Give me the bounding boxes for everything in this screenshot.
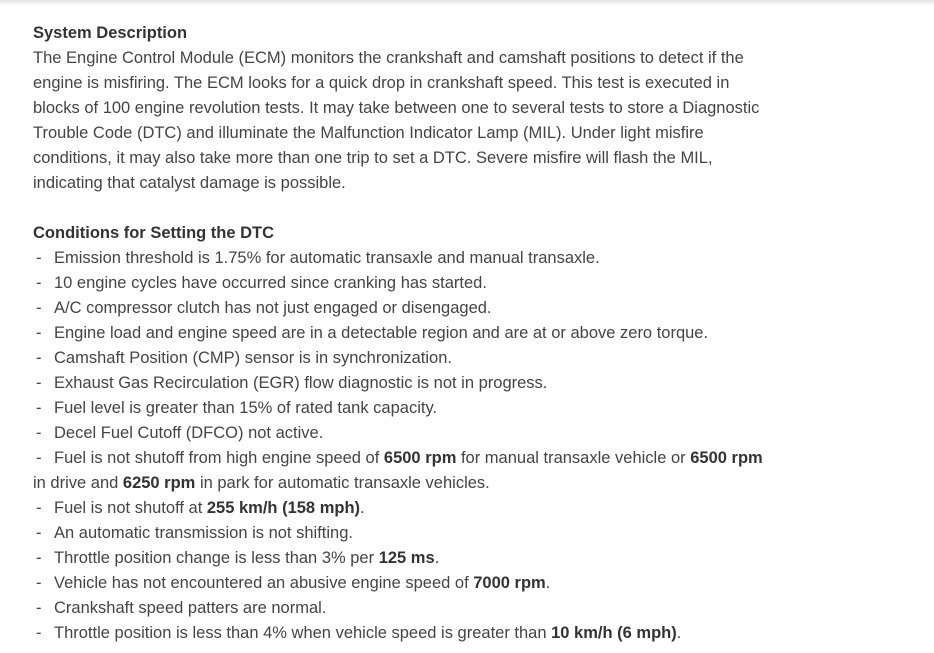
condition-text: Decel Fuel Cutoff (DFCO) not active. — [54, 424, 324, 442]
condition-value: 255 km/h (158 mph) — [206, 499, 361, 517]
condition-value: 10 km/h (6 mph) — [551, 624, 677, 642]
bullet-dash: - — [36, 349, 42, 367]
condition-text: Engine load and engine speed are in a detectable region and are at or above zero torque. — [54, 324, 709, 342]
condition-text: An automatic transmission is not shifting. — [54, 524, 353, 542]
condition-text: Crankshaft speed patters are normal. — [54, 599, 327, 617]
bullet-dash: - — [36, 624, 42, 642]
list-item — [33, 296, 833, 321]
condition-text: 10 engine cycles have occurred since cranking has started. — [54, 274, 487, 292]
condition-value: 7000 rpm — [473, 574, 546, 592]
bullet-dash: - — [36, 524, 42, 542]
top-edge-shadow — [0, 0, 934, 6]
condition-text: Throttle position is less than 4% when vehicle speed is greater than — [54, 624, 552, 642]
paragraph-line: indicating that catalyst damage is possible. — [33, 174, 346, 192]
list-item — [33, 321, 833, 346]
paragraph-line: conditions, it may also take more than one trip to set a DTC. Severe misfire will flash the MIL, — [33, 149, 713, 167]
list-item — [33, 346, 833, 371]
bullet-dash: - — [36, 299, 42, 317]
condition-text: Throttle position change is less than 3% per — [54, 549, 379, 567]
condition-value: 6250 rpm — [122, 474, 196, 492]
paragraph-line: The Engine Control Module (ECM) monitors the crankshaft and camshaft positions to detect if the — [33, 49, 744, 67]
condition-text: Fuel is not shutoff at — [54, 499, 207, 517]
list-item — [33, 271, 833, 296]
system-description-paragraph — [33, 46, 833, 196]
condition-text: Exhaust Gas Recirculation (EGR) flow diagnostic is not in progress. — [54, 374, 548, 392]
paragraph-line: blocks of 100 engine revolution tests. It may take between one to several tests to store a Diagnostic — [33, 99, 760, 117]
condition-text: . — [545, 574, 551, 592]
condition-text: . — [434, 549, 440, 567]
list-item — [33, 496, 833, 521]
bullet-dash: - — [36, 424, 42, 442]
conditions-heading: Conditions for Setting the DTC — [33, 224, 275, 242]
bullet-dash: - — [36, 399, 42, 417]
condition-text: . — [360, 499, 365, 517]
list-item — [33, 396, 833, 421]
list-item — [33, 571, 833, 596]
paragraph-line: engine is misfiring. The ECM looks for a quick drop in crankshaft speed. This test is executed in — [33, 74, 730, 92]
system-description-heading: System Description — [33, 24, 188, 42]
condition-text: for manual transaxle vehicle or — [456, 449, 691, 467]
condition-value: 125 ms — [378, 549, 435, 567]
list-item — [33, 546, 833, 571]
bullet-dash: - — [36, 274, 42, 292]
list-item — [33, 596, 833, 621]
list-item — [33, 446, 833, 471]
bullet-dash: - — [36, 249, 42, 267]
list-item — [33, 421, 833, 446]
conditions-list — [33, 246, 833, 646]
list-item — [33, 521, 833, 546]
condition-text: Fuel level is greater than 15% of rated tank capacity. — [54, 399, 438, 417]
list-item — [33, 621, 833, 646]
list-item — [33, 246, 833, 271]
bullet-dash: - — [36, 599, 42, 617]
paragraph-line: Trouble Code (DTC) and illuminate the Malfunction Indicator Lamp (MIL). Under light misfire — [33, 124, 704, 142]
condition-text: Camshaft Position (CMP) sensor is in synchronization. — [54, 349, 452, 367]
condition-text: Fuel is not shutoff from high engine speed of — [54, 449, 384, 467]
bullet-dash: - — [36, 324, 42, 342]
condition-text: . — [676, 624, 682, 642]
condition-text: Vehicle has not encountered an abusive engine speed of — [54, 574, 474, 592]
condition-value: 6500 rpm — [690, 449, 763, 467]
condition-text: A/C compressor clutch has not just engaged or disengaged. — [54, 299, 492, 317]
list-item — [33, 371, 833, 396]
condition-text: in drive and — [33, 474, 123, 492]
bullet-dash: - — [36, 374, 42, 392]
bullet-dash: - — [36, 499, 42, 517]
section-spacer — [33, 196, 833, 221]
list-item-continuation — [33, 471, 833, 496]
bullet-dash: - — [36, 574, 42, 592]
bullet-dash: - — [36, 449, 42, 467]
condition-text: Emission threshold is 1.75% for automatic transaxle and manual transaxle. — [54, 249, 600, 267]
document-content — [33, 21, 833, 646]
condition-text: in park for automatic transaxle vehicles. — [195, 474, 490, 492]
bullet-dash: - — [36, 549, 42, 567]
condition-value: 6500 rpm — [383, 449, 457, 467]
